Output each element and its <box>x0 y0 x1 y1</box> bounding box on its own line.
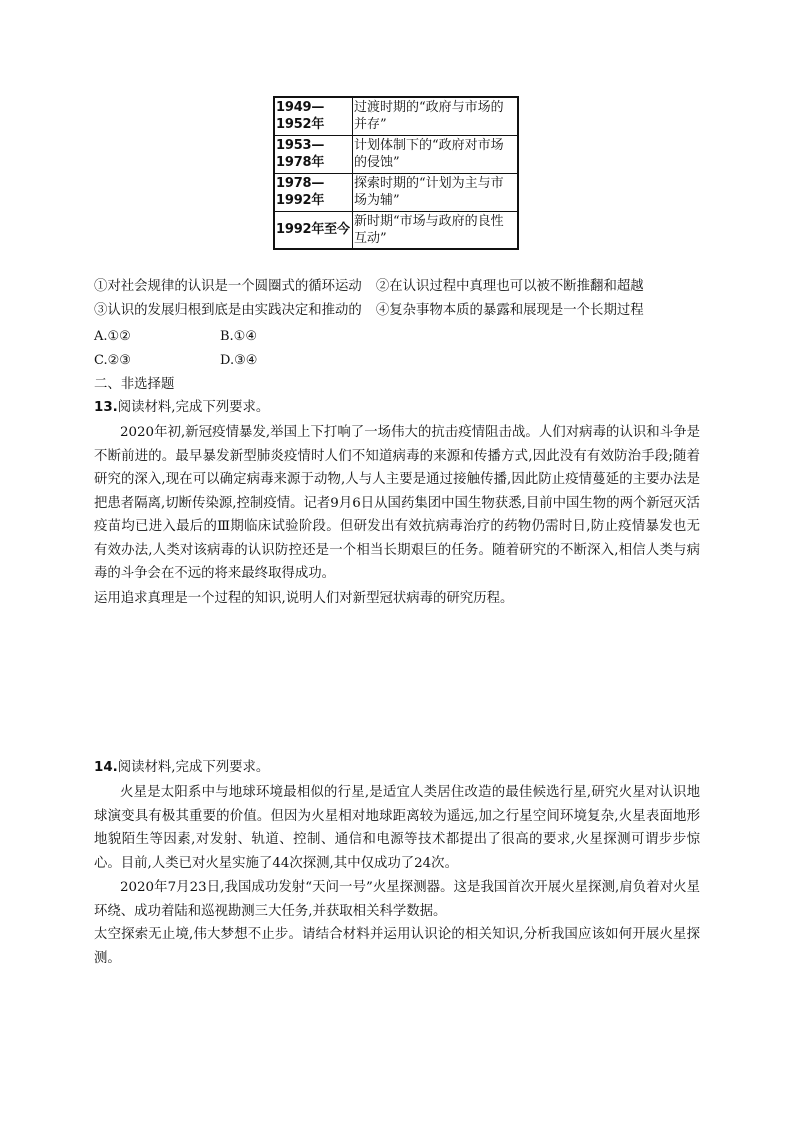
question-14-prompt: 太空探索无止境,伟大梦想不止步。请结合材料并运用认识论的相关知识,分析我国应该如何开展火星探测。 <box>94 927 700 966</box>
table-row <box>274 135 518 173</box>
description-cell: 计划体制下的“政府对市场的侵蚀” <box>353 135 519 173</box>
description-cell: 过渡时期的“政府与市场的并存” <box>353 97 519 135</box>
question-14-stem: 阅读材料,完成下列要求。 <box>117 760 270 775</box>
statement-row-1 <box>94 276 644 298</box>
table-row <box>274 97 518 135</box>
period-cell: 1953—1978年 <box>274 135 353 173</box>
question-14-material-1: 火星是太阳系中与地球环境最相似的行星,是适宜人类居住改造的最佳候选行星,研究火星对认识地球演变具有极其重要的价值。但因为火星相对地球距离较为遥远,加之行星空间环境复杂,火星表面地形地貌陌生等因素,对发射、轨道、控制、通信和电源等技术都提出了很高的要求,火星探测可谓步步惊心。目前,人类已对火星实施了44次探测,其中仅成功了24次。 <box>94 785 700 871</box>
period-cell: 1978—1992年 <box>274 173 353 211</box>
option-a[interactable]: A.①② <box>94 329 131 344</box>
option-d[interactable]: D.③④ <box>220 353 258 368</box>
option-b[interactable]: B.①④ <box>220 329 257 344</box>
policy-periods-table <box>273 96 519 250</box>
statement-4: ④复杂事物本质的暴露和展现是一个长期过程 <box>375 303 644 318</box>
question-14-number: 14. <box>94 760 118 775</box>
period-cell: 1949—1952年 <box>274 97 353 135</box>
question-14-header <box>94 757 269 779</box>
question-14-material-2: 2020年7月23日,我国成功发射“天问一号”火星探测器。这是我国首次开展火星探测,肩负着对火星环绕、成功着陆和巡视勘测三大任务,并获取相关科学数据。 <box>94 880 700 919</box>
question-13-prompt: 运用追求真理是一个过程的知识,说明人们对新型冠状病毒的研究历程。 <box>94 591 514 606</box>
description-cell: 探索时期的“计划为主与市场为辅” <box>353 173 519 211</box>
section-title: 二、非选择题 <box>94 377 175 392</box>
question-13-header <box>94 397 269 419</box>
question-13-stem: 阅读材料,完成下列要求。 <box>117 400 270 415</box>
statement-row-2 <box>94 300 644 322</box>
description-cell: 新时期“市场与政府的良性互动” <box>353 211 519 249</box>
period-cell: 1992年至今 <box>274 211 353 249</box>
question-13-number: 13. <box>94 400 118 415</box>
table-row <box>274 173 518 211</box>
table-row <box>274 211 518 249</box>
statement-2: ②在认识过程中真理也可以被不断推翻和超越 <box>375 279 644 294</box>
statement-3: ③认识的发展归根到底是由实践决定和推动的 <box>94 303 362 318</box>
question-13-material: 2020年初,新冠疫情暴发,举国上下打响了一场伟大的抗击疫情阻击战。人们对病毒的认识和斗争是不断前进的。最早暴发新型肺炎疫情时人们不知道病毒的来源和传播方式,因此没有有效防治手段;随着研究的深入,现在可以确定病毒来源于动物,人与人主要是通过接触传播,因此防止疫情蔓延的主要办法是把患者隔离,切断传染源,控制疫情。记者9月6日从国药集团中国生物获悉,目前中国生物的两个新冠灭活疫苗均已进入最后的Ⅲ期临床试验阶段。但研发出有效抗病毒治疗的药物仍需时日,防止疫情暴发也无有效办法,人类对该病毒的认识防控还是一个相当长期艰巨的任务。随着研究的不断深入,相信人类与病毒的斗争会在不远的将来最终取得成功。 <box>94 425 700 581</box>
statement-1: ①对社会规律的认识是一个圆圈式的循环运动 <box>94 279 362 294</box>
option-c[interactable]: C.②③ <box>94 353 131 368</box>
